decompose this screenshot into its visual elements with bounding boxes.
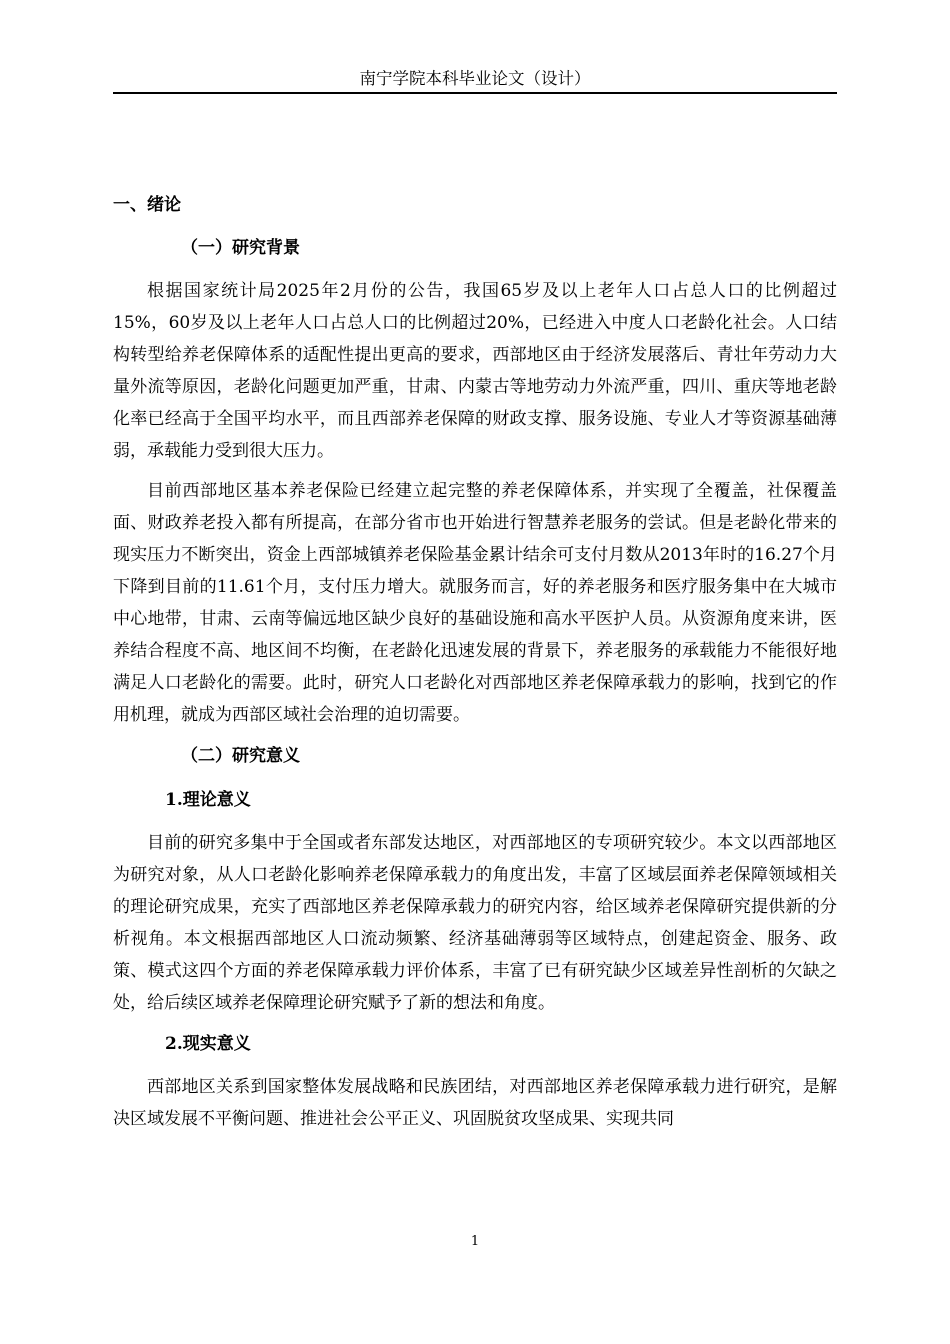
paragraph-1: 根据国家统计局2025年2月份的公告，我国65岁及以上老年人口占总人口的比例超过15%，60岁及以上老年人口占总人口的比例超过20%，已经进入中度人口老龄化社会。人口结构转型给养老保障体系的适配性提出更高的要求，西部地区由于经济发展落后、青壮年劳动力大量外流等原因，老龄化问题更加严重，甘肃、内蒙古等地劳动力外流严重，四川、重庆等地老龄化率已经高于全国平均水平，而且西部养老保障的财政支撑、服务设施、专业人才等资源基础薄弱，承载能力受到很大压力。 (113, 281, 837, 461)
paragraph-4: 西部地区关系到国家整体发展战略和民族团结，对西部地区养老保障承载力进行研究，是解决区域发展不平衡问题、推进社会公平正义、巩固脱贫攻坚成果、实现共同 (113, 1077, 837, 1129)
page-number: 1 (470, 1234, 480, 1249)
paragraph-3: 目前的研究多集中于全国或者东部发达地区，对西部地区的专项研究较少。本文以西部地区为研究对象，从人口老龄化影响养老保障承载力的角度出发，丰富了区域层面养老保障领域相关的理论研究成果，充实了西部地区养老保障承载力的研究内容，给区域养老保障研究提供新的分析视角。本文根据西部地区人口流动频繁、经济基础薄弱等区域特点，创建起资金、服务、政策、模式这四个方面的养老保障承载力评价体系，丰富了已有研究缺少区域差异性剖析的欠缺之处，给后续区域养老保障理论研究赋予了新的想法和角度。 (113, 833, 837, 1013)
subsection-heading-theory: 1.理论意义 (165, 790, 251, 810)
section-heading-background: （一）研究背景 (181, 238, 300, 258)
body-content (113, 188, 837, 1143)
section-heading-significance: （二）研究意义 (181, 746, 300, 766)
running-header: 南宁学院本科毕业论文（设计） (359, 69, 591, 88)
header-rule (113, 92, 837, 94)
paragraph-2: 目前西部地区基本养老保险已经建立起完整的养老保障体系，并实现了全覆盖，社保覆盖面、财政养老投入都有所提高，在部分省市也开始进行智慧养老服务的尝试。但是老龄化带来的现实压力不断突出，资金上西部城镇养老保险基金累计结余可支付月数从2013年时的16.27个月下降到目前的11.61个月，支付压力增大。就服务而言，好的养老服务和医疗服务集中在大城市中心地带，甘肃、云南等偏远地区缺少良好的基础设施和高水平医护人员。从资源角度来讲，医养结合程度不高、地区间不均衡，在老龄化迅速发展的背景下，养老服务的承载能力不能很好地满足人口老龄化的需要。此时，研究人口老龄化对西部地区养老保障承载力的影响，找到它的作用机理，就成为西部区域社会治理的迫切需要。 (113, 481, 837, 725)
chapter-heading: 一、绪论 (113, 195, 181, 215)
subsection-heading-practice: 2.现实意义 (165, 1034, 251, 1054)
